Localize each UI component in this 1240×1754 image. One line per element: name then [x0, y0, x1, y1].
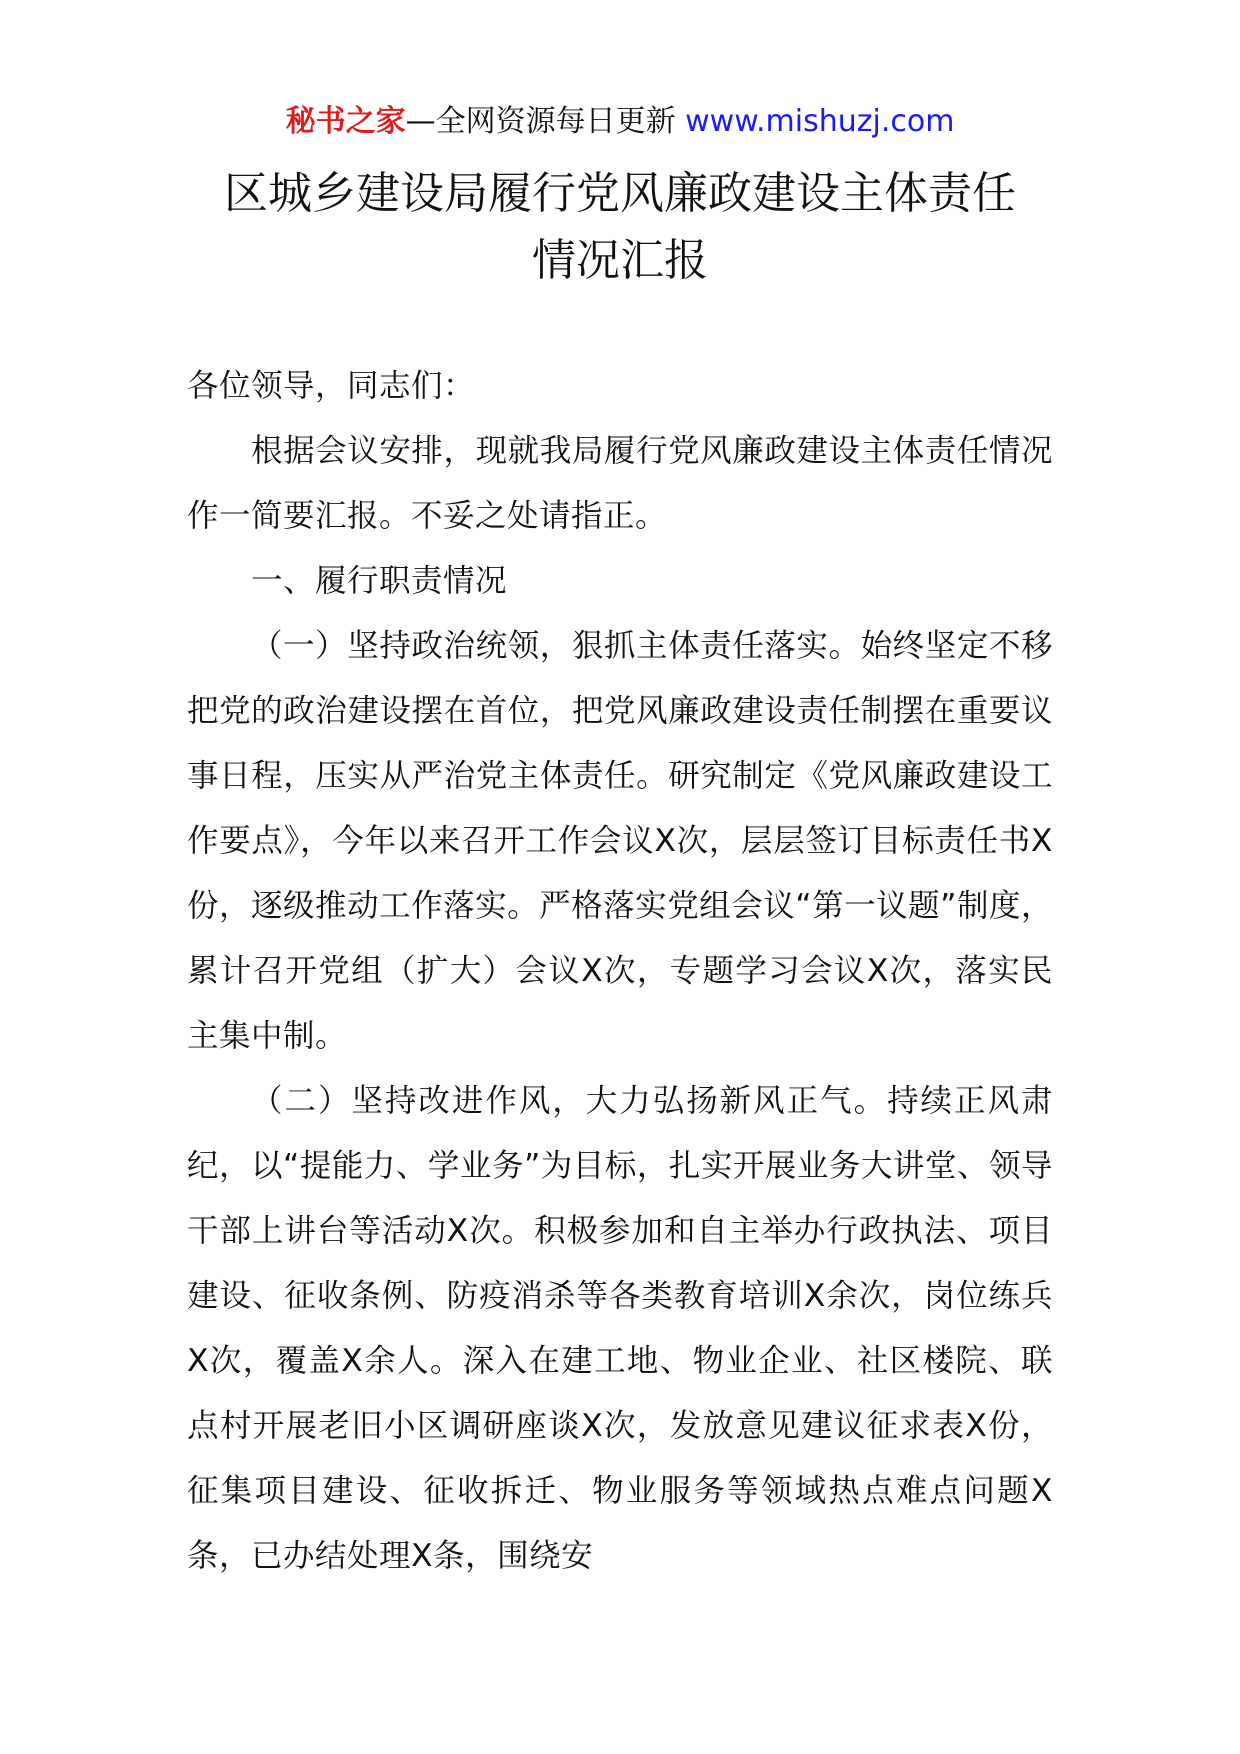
site-url-link[interactable]: www.mishuzj.com	[685, 104, 955, 139]
document-title	[150, 160, 1090, 294]
banner-dash: —	[405, 104, 436, 139]
salutation: 各位领导，同志们：	[187, 368, 476, 404]
document-body	[187, 354, 1053, 1589]
paragraph-2: （二）坚持改进作风，大力弘扬新风正气。持续正风肃纪，以“提能力、学业务”为目标，扎实开展业务大讲堂、领导干部上讲台等活动X次。积极参加和自主举办行政执法、项目建设、征收条例、防疫消杀等各类教育培训X余次，岗位练兵X次，覆盖X余人。深入在建工地、物业企业、社区楼院、联点村开展老旧小区调研座谈X次，发放意见建议征求表X份，征集项目建设、征收拆迁、物业服务等领域热点难点问题X条，已办结处理X条，围绕安	[187, 1083, 1053, 1574]
site-banner	[0, 100, 1240, 144]
banner-slogan: 全网资源每日更新	[435, 104, 676, 139]
brand-name: 秘书之家	[285, 104, 406, 139]
title-line-2: 情况汇报	[532, 235, 708, 286]
title-line-1: 区城乡建设局履行党风廉政建设主体责任	[224, 168, 1016, 219]
paragraph-1: （一）坚持政治统领，狠抓主体责任落实。始终坚定不移把党的政治建设摆在首位，把党风廉政建设责任制摆在重要议事日程，压实从严治党主体责任。研究制定《党风廉政建设工作要点》，今年以来召开工作会议X次，层层签订目标责任书X份，逐级推动工作落实。严格落实党组会议“第一议题”制度，累计召开党组（扩大）会议X次，专题学习会议X次，落实民主集中制。	[187, 628, 1053, 1054]
intro-paragraph: 根据会议安排，现就我局履行党风廉政建设主体责任情况作一简要汇报。不妥之处请指正。	[187, 433, 1053, 534]
section-heading: 一、履行职责情况	[251, 563, 508, 599]
